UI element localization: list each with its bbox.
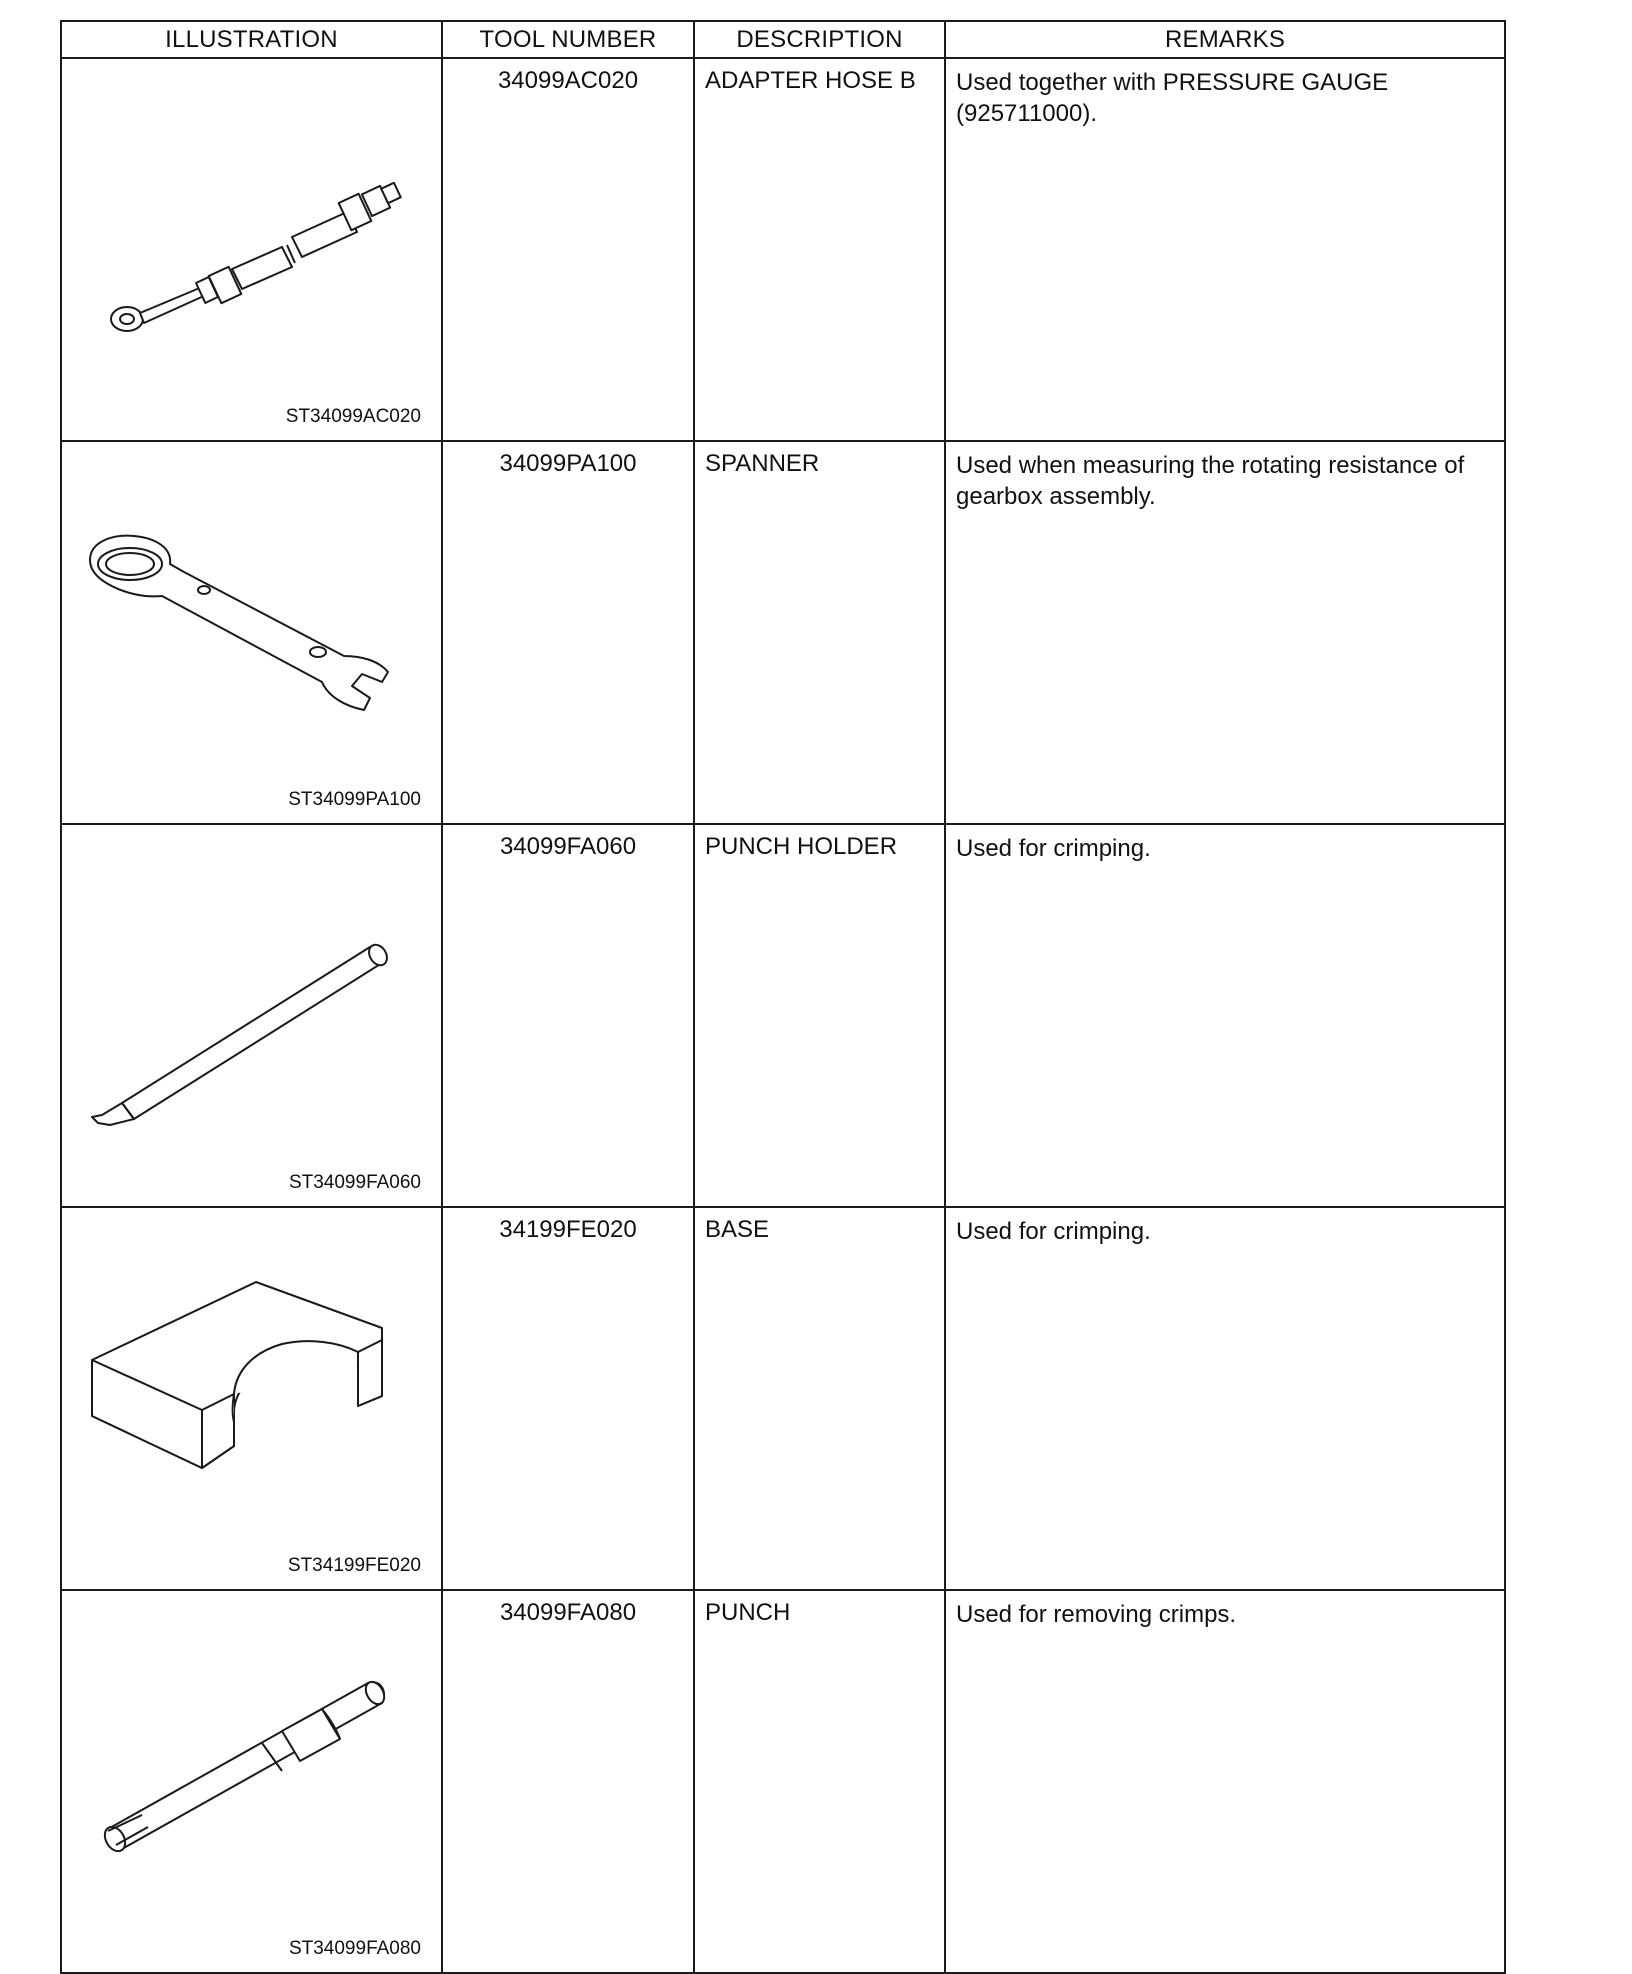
illustration-code: ST34099PA100	[288, 789, 421, 810]
spanner-icon	[82, 460, 422, 780]
tool-description: ADAPTER HOSE B	[694, 58, 945, 441]
tool-remarks: Used together with PRESSURE GAUGE (925711000).	[945, 58, 1505, 441]
punch-holder-icon	[82, 843, 422, 1163]
header-illustration: ILLUSTRATION	[61, 21, 442, 58]
illustration-cell	[61, 824, 442, 1207]
base-block-icon	[82, 1226, 422, 1546]
illustration-cell	[61, 1590, 442, 1973]
tool-description: BASE	[694, 1207, 945, 1590]
tool-description: SPANNER	[694, 441, 945, 824]
illustration-code: ST34099FA060	[288, 1172, 421, 1193]
illustration-cell	[61, 441, 442, 824]
illustration-code: ST34099AC020	[285, 406, 421, 427]
illustration-cell	[61, 1207, 442, 1590]
tool-remarks: Used for crimping.	[945, 824, 1505, 1207]
illustration-code: ST34099FA080	[288, 1938, 421, 1959]
tool-remarks: Used for crimping.	[945, 1207, 1505, 1590]
special-tools-table	[60, 20, 1506, 1974]
tool-description: PUNCH	[694, 1590, 945, 1973]
table-row	[61, 441, 1505, 824]
table-header-row	[61, 21, 1505, 58]
table-row	[61, 58, 1505, 441]
table-row	[61, 1207, 1505, 1590]
header-remarks: REMARKS	[945, 21, 1505, 58]
adapter-hose-icon	[82, 77, 422, 397]
tool-number: 34199FE020	[442, 1207, 694, 1590]
tool-number: 34099FA060	[442, 824, 694, 1207]
table-row	[61, 824, 1505, 1207]
tool-number: 34099PA100	[442, 441, 694, 824]
illustration-cell	[61, 58, 442, 441]
header-description: DESCRIPTION	[694, 21, 945, 58]
table-row	[61, 1590, 1505, 1973]
tool-remarks: Used when measuring the rotating resistance of gearbox assembly.	[945, 441, 1505, 824]
header-tool-number: TOOL NUMBER	[442, 21, 694, 58]
illustration-code: ST34199FE020	[287, 1555, 421, 1576]
tool-description: PUNCH HOLDER	[694, 824, 945, 1207]
punch-icon	[82, 1609, 422, 1929]
tool-remarks: Used for removing crimps.	[945, 1590, 1505, 1973]
tool-number: 34099FA080	[442, 1590, 694, 1973]
tool-number: 34099AC020	[442, 58, 694, 441]
